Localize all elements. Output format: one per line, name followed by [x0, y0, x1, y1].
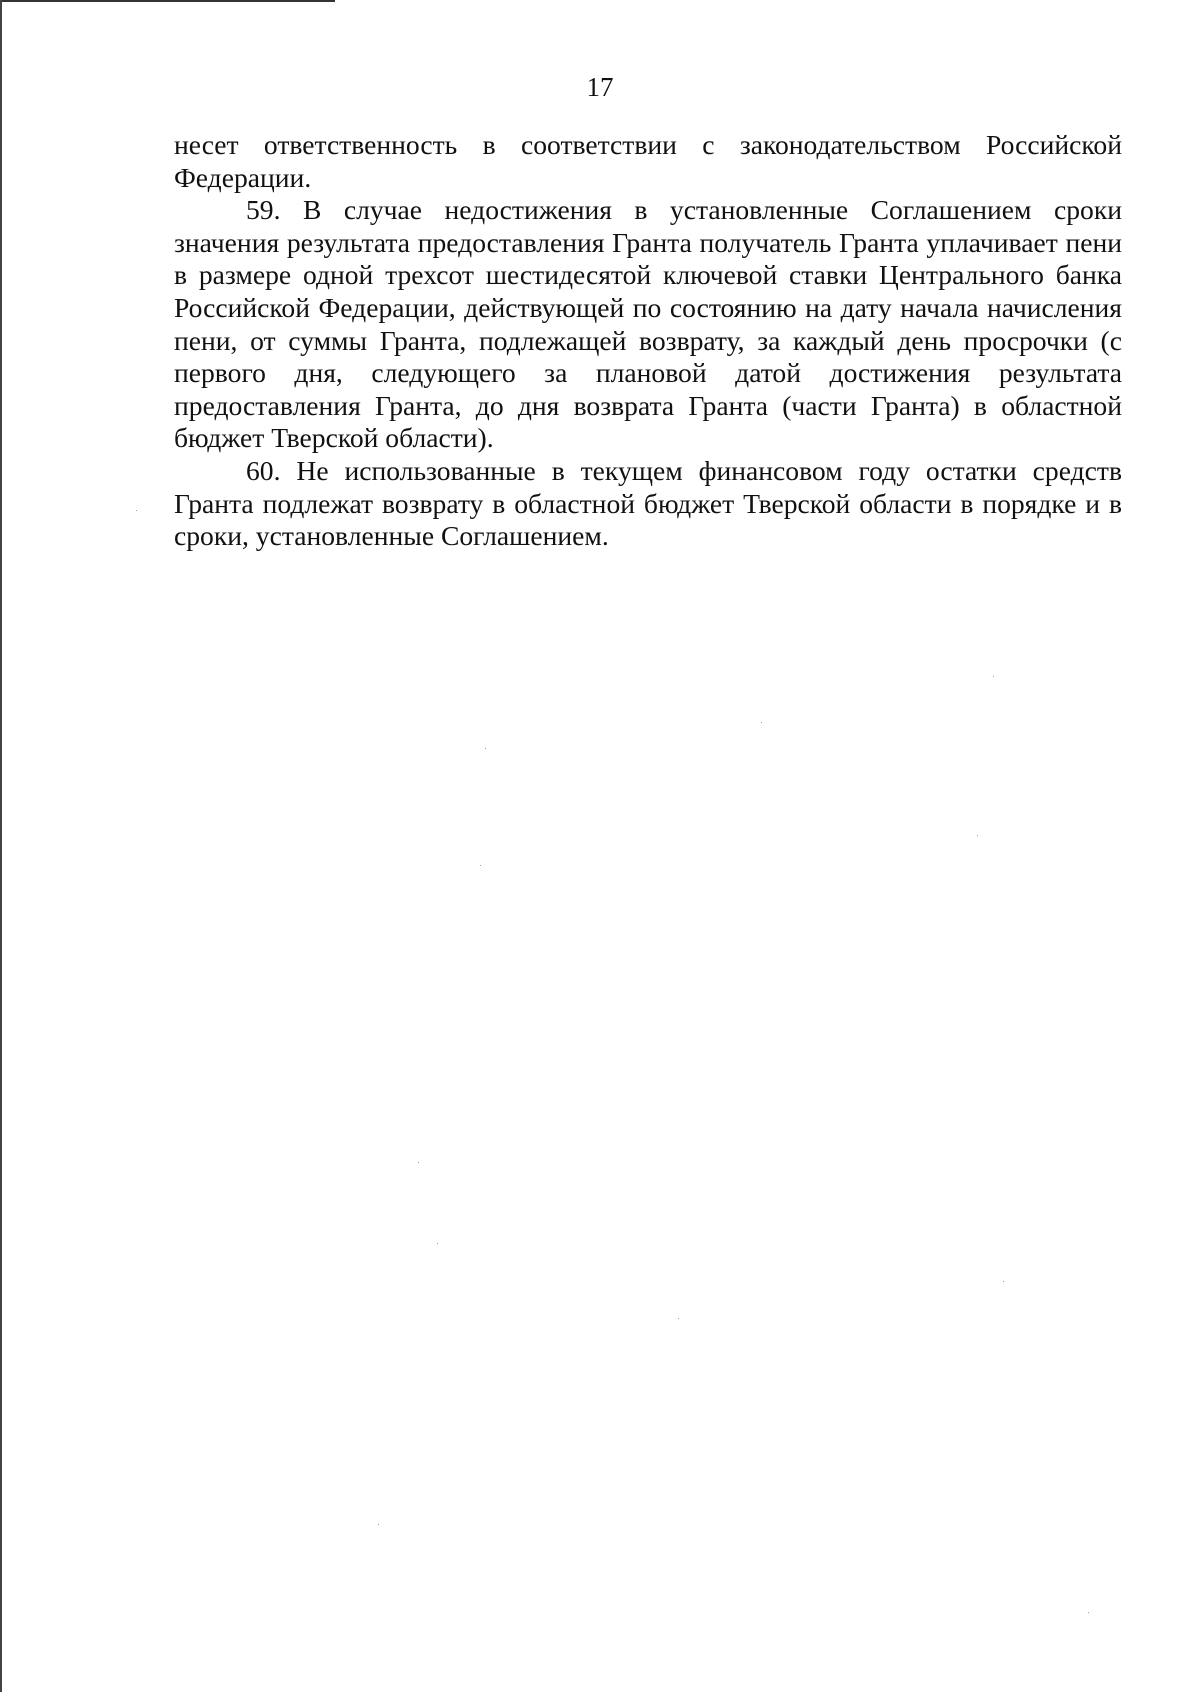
scan-speck	[993, 676, 994, 677]
scan-speck	[437, 1243, 438, 1244]
paragraph-60: 60. Не использованные в текущем финансовом году остатки средств Гранта подлежат возврату в областной бюджет Тверской области в порядке и в сроки, установленные Соглашением.	[174, 454, 1122, 552]
scan-edge-top	[0, 0, 335, 2]
scan-edge-left	[0, 0, 2, 1692]
paragraph-continuation: несет ответственность в соответствии с законодательством Российской Федерации.	[174, 129, 1122, 193]
page-number: 17	[586, 72, 614, 102]
paragraph-59: 59. В случае недостижения в установленные Соглашением сроки значения результата предоставления Гранта получатель Гранта уплачивает пени в размере одной трехсот шестидесятой ключевой ставки Центрального банка Российской Федерации, действующей по состоянию на дату начала начисления пени, от суммы Гранта, подлежащей возврату, за каждый день просрочки (с первого дня, следующего за плановой датой достижения результата предоставления Гранта, до дня возврата Гранта (части Гранта) в областной бюджет Тверской области).	[174, 194, 1122, 454]
scan-speck	[418, 1162, 419, 1163]
scan-speck	[761, 722, 762, 723]
scan-speck	[1003, 1281, 1004, 1282]
scan-speck	[378, 1524, 379, 1525]
scan-speck	[977, 835, 978, 836]
scan-speck	[485, 748, 486, 749]
scan-speck	[136, 510, 137, 511]
scan-speck	[480, 865, 481, 866]
document-body	[174, 129, 1122, 553]
scan-speck	[1088, 1612, 1089, 1613]
scan-speck	[678, 1318, 679, 1319]
